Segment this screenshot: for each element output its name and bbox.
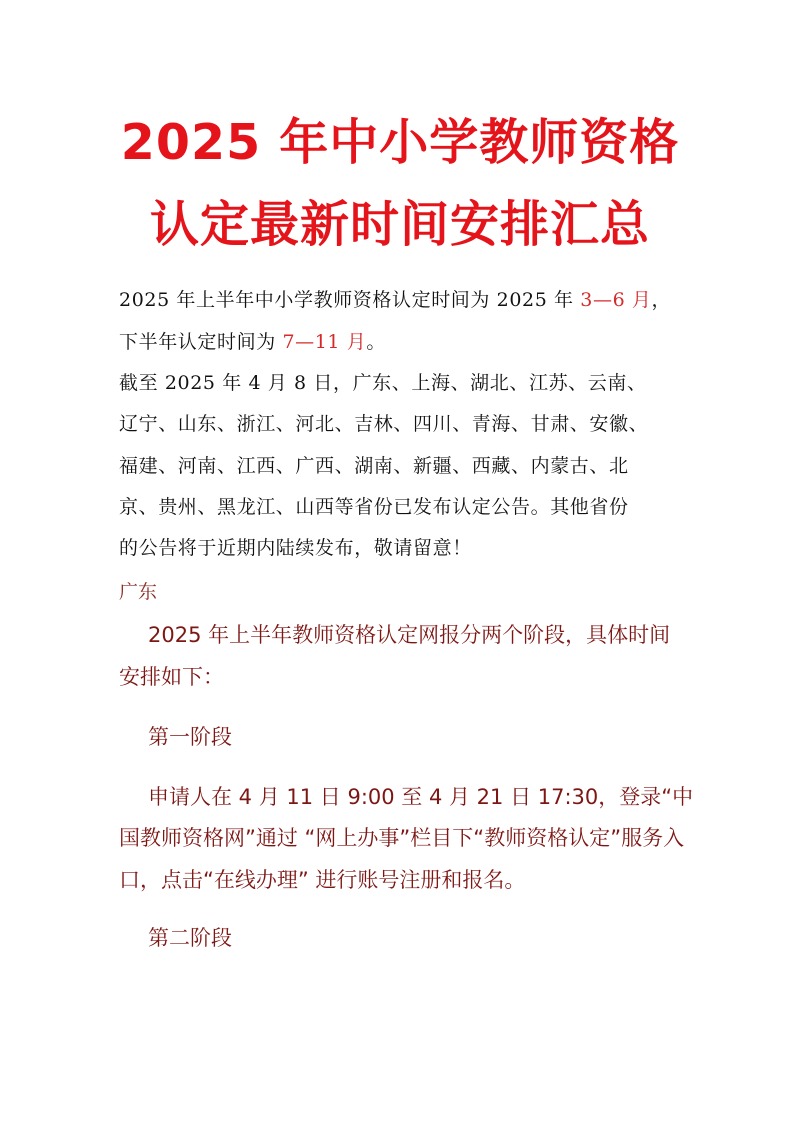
intro-line-6: 京、贵州、黑龙江、山西等省份已发布认定公告。其他省份 <box>119 496 629 518</box>
text: ， <box>651 289 672 311</box>
stage-1-line-2: 国教师资格网”通过 “网上办事”栏目下“教师资格认定”服务入 <box>119 826 685 850</box>
intro-line-5: 福建、河南、江西、广西、湖南、新疆、西藏、内蒙古、北 <box>119 455 629 477</box>
second-half-months: 7—11 月 <box>282 331 367 353</box>
text: 下半年认定时间为 <box>119 331 283 353</box>
stage-1-heading: 第一阶段 <box>148 725 232 749</box>
stage-1-line-1: 申请人在 4 月 11 日 9:00 至 4 月 21 日 17:30，登录“中 <box>148 785 694 809</box>
intro-line-3: 截至 2025 年 4 月 8 日，广东、上海、湖北、江苏、云南、 <box>119 372 647 394</box>
stage-1-line-3: 口，点击“在线办理” 进行账号注册和报名。 <box>119 868 526 892</box>
intro-line-1 <box>119 287 671 313</box>
title-line-2: 认定最新时间安排汇总 <box>149 196 650 253</box>
text: 。 <box>366 331 386 353</box>
intro-line-7: 的公告将于近期内陆续发布，敬请留意！ <box>119 537 472 559</box>
text: 2025 年上半年中小学教师资格认定时间为 2025 年 <box>119 289 581 311</box>
stage-2-heading: 第二阶段 <box>148 926 232 950</box>
guangdong-para-line-2: 安排如下： <box>119 665 224 689</box>
section-heading-guangdong: 广东 <box>119 581 158 603</box>
title-line-1: 2025 年中小学教师资格 <box>120 114 680 171</box>
intro-line-2 <box>119 329 386 355</box>
first-half-months: 3—6 月 <box>580 289 652 311</box>
intro-line-4: 辽宁、山东、浙江、河北、吉林、四川、青海、甘肃、安徽、 <box>119 413 649 435</box>
guangdong-para-line-1: 2025 年上半年教师资格认定网报分两个阶段，具体时间 <box>148 623 671 647</box>
